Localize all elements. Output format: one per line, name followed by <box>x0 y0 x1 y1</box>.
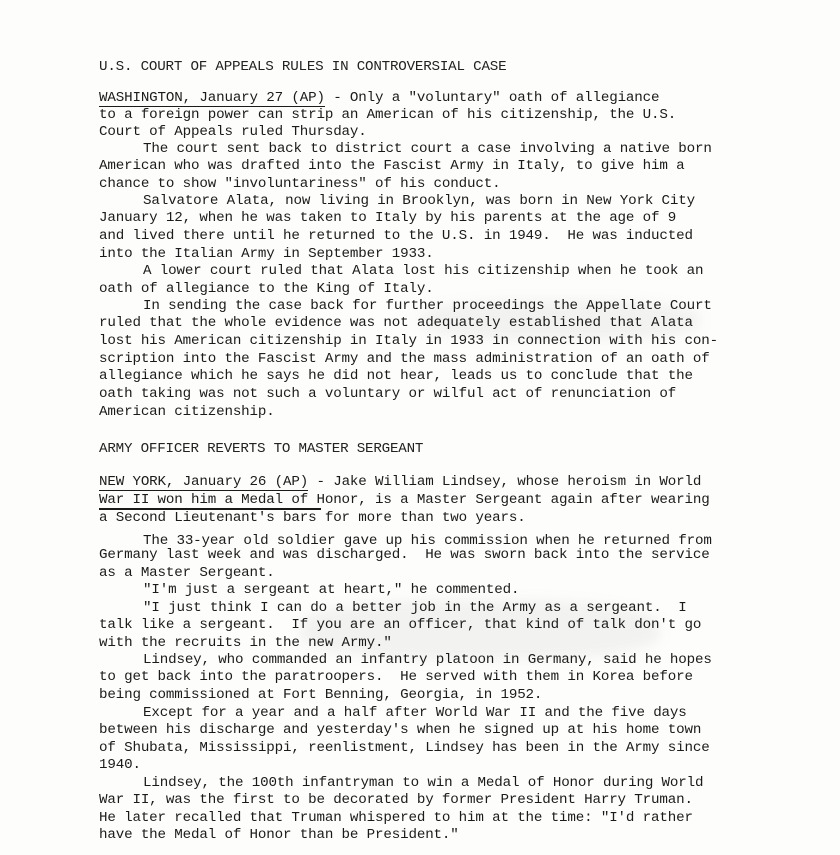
body-line: He later recalled that Truman whispered to him at the time: "I'd rather <box>99 810 693 826</box>
article-lead-line <box>99 474 701 491</box>
body-line: chance to show "involuntariness" of his conduct. <box>99 176 501 192</box>
body-line: into the Italian Army in September 1933. <box>99 246 434 262</box>
body-line: Except for a year and a half after World War II and the five days <box>143 705 687 721</box>
body-line: Lindsey, the 100th infantryman to win a Medal of Honor during World <box>143 775 704 791</box>
body-line: lost his American citizenship in Italy in 1933 in connection with his con- <box>99 333 718 349</box>
body-line: A lower court ruled that Alata lost his citizenship when he took an <box>143 263 704 279</box>
body-line: scription into the Fascist Army and the mass administration of an oath of <box>99 351 710 367</box>
dateline: WASHINGTON, January 27 (AP) <box>99 90 325 106</box>
body-line: to a foreign power can strip an American of his citizenship, the U.S. <box>99 107 677 123</box>
body-line: 1940. <box>99 757 141 773</box>
body-line: with the recruits in the new Army." <box>99 635 392 651</box>
body-line: of Shubata, Mississippi, reenlistment, Lindsey has been in the Army since <box>99 740 710 756</box>
body-line: In sending the case back for further proceedings the Appellate Court <box>143 298 712 314</box>
body-line: "I just think I can do a better job in the Army as a sergeant. I <box>143 600 687 616</box>
lead-text: - Jake William Lindsey, whose heroism in World <box>308 474 702 490</box>
body-line: ruled that the whole evidence was not adequately established that Alata <box>99 315 693 331</box>
body-line: American citizenship. <box>99 404 275 420</box>
body-line: "I'm just a sergeant at heart," he commented. <box>143 582 520 598</box>
body-line: have the Medal of Honor than be President." <box>99 827 459 843</box>
dateline: NEW YORK, January 26 (AP) <box>99 474 309 490</box>
body-line: a Second Lieutenant's bars for more than two years. <box>99 510 526 526</box>
body-line: January 12, when he was taken to Italy by his parents at the age of 9 <box>99 210 677 226</box>
body-line: being commissioned at Fort Benning, Georgia, in 1952. <box>99 687 543 703</box>
body-line: talk like a sergeant. If you are an officer, that kind of talk don't go <box>99 617 702 633</box>
body-line: between his discharge and yesterday's when he signed up at his home town <box>99 722 702 738</box>
body-line: to get back into the paratroopers. He served with them in Korea before <box>99 669 693 685</box>
body-line: The court sent back to district court a case involving a native born <box>143 141 712 157</box>
body-line: Lindsey, who commanded an infantry platoon in Germany, said he hopes <box>143 652 712 668</box>
article-lead-line <box>99 90 659 107</box>
body-line: oath taking was not such a voluntary or wilful act of renunciation of <box>99 386 677 402</box>
body-line: as a Master Sergeant. <box>99 565 275 581</box>
article-headline: ARMY OFFICER REVERTS TO MASTER SERGEANT <box>99 441 424 457</box>
body-line: allegiance which he says he did not hear, leads us to conclude that the <box>99 368 693 384</box>
body-line: oath of allegiance to the King of Italy. <box>99 281 434 297</box>
body-line: The 33-year old soldier gave up his commission when he returned from <box>143 533 712 549</box>
body-line: War II, was the first to be decorated by former President Harry Truman. <box>99 792 693 808</box>
body-line: Germany last week and was discharged. He was sworn back into the service <box>99 547 710 563</box>
article-headline: U.S. COURT OF APPEALS RULES IN CONTROVERSIAL CASE <box>99 59 507 75</box>
body-line: War II won him a Medal of Honor, is a Master Sergeant again after wearing <box>99 492 710 508</box>
body-line: Salvatore Alata, now living in Brooklyn, was born in New York City <box>143 193 696 209</box>
body-line: American who was drafted into the Fascist Army in Italy, to give him a <box>99 158 685 174</box>
body-line: Court of Appeals ruled Thursday. <box>99 124 367 140</box>
body-line: and lived there until he returned to the U.S. in 1949. He was inducted <box>99 228 693 244</box>
lead-text: - Only a "voluntary" oath of allegiance <box>324 90 660 106</box>
